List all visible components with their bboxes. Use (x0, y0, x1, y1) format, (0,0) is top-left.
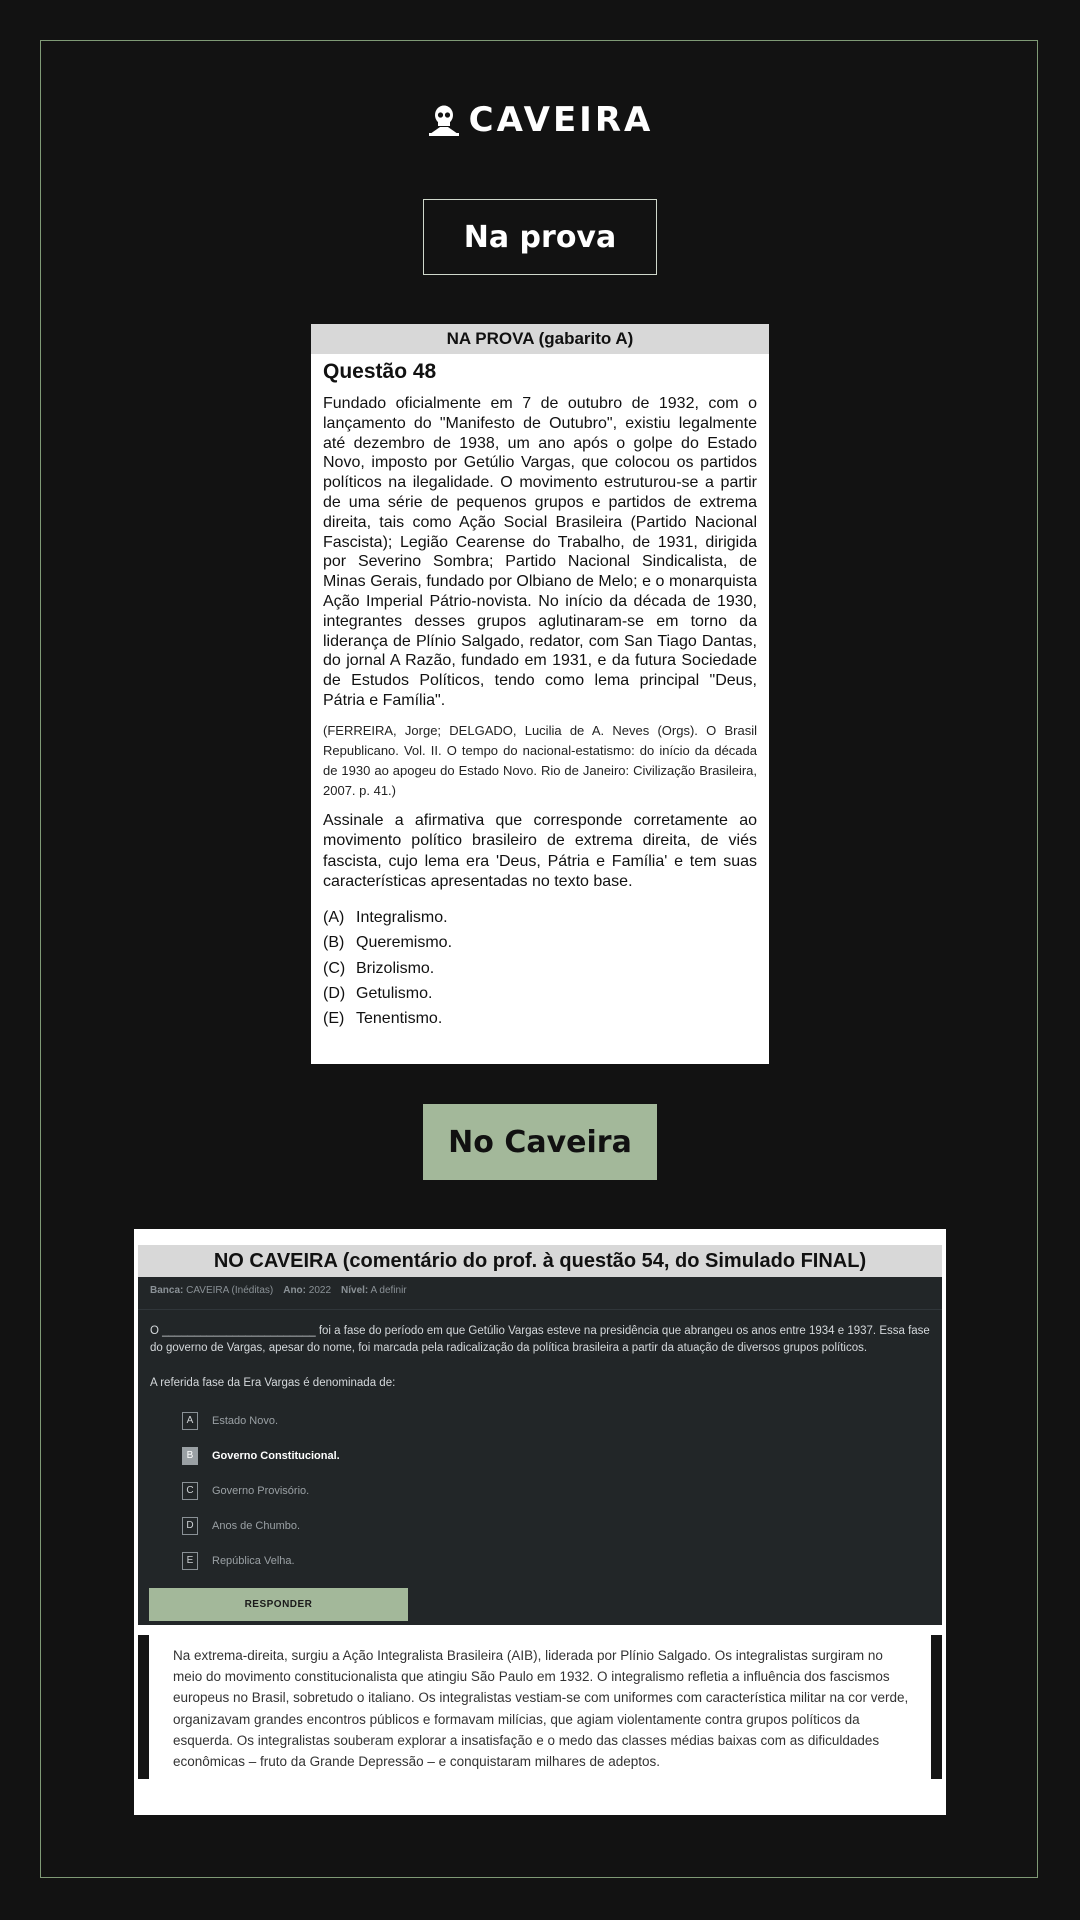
option-text: Governo Constitucional. (212, 1449, 340, 1462)
exam-header: NA PROVA (gabarito A) (311, 324, 769, 354)
option-letter: E (182, 1552, 198, 1570)
exam-option: (D) Getulismo. (323, 984, 433, 1002)
caveira-question-panel (138, 1277, 942, 1625)
na-prova-label: Na prova (423, 199, 657, 275)
exam-option: (A) Integralismo. (323, 908, 448, 926)
answer-option-b[interactable] (182, 1438, 340, 1473)
exam-question-card (311, 324, 769, 1064)
comment-text: Na extrema-direita, surgiu a Ação Integralista Brasileira (AIB), liderada por Plínio Salgado. Os integralistas surgiram no meio do movimento constitucionalista que atingiu São Paulo em 1932. O integralismo refletia a influência dos fascismos europeus no Brasil, sobretudo o italiano. Os integralistas vestiam-se com uniformes com característica militar na cor verde, organizavam grandes encontros públicos e formavam milícias, que agiam violentamente contra grupos políticos da esquerda. Os integralistas souberam explorar a insatisfação e o medo das classes médias baixas com as dificuldades econômicas – fruto da Grande Depressão – e conquistaram milhares de adeptos. (173, 1648, 909, 1770)
answer-option-a[interactable] (182, 1403, 340, 1438)
option-letter: B (182, 1447, 198, 1465)
option-letter: D (182, 1517, 198, 1535)
no-caveira-label: No Caveira (423, 1104, 657, 1180)
responder-button[interactable]: RESPONDER (149, 1588, 408, 1621)
option-letter: A (182, 1412, 198, 1430)
caveira-options (182, 1403, 340, 1578)
option-text: República Velha. (212, 1554, 295, 1567)
caveira-logo (0, 100, 1080, 140)
exam-option: (E) Tenentismo. (323, 1010, 443, 1028)
meta-divider (138, 1309, 942, 1310)
answer-option-d[interactable] (182, 1508, 340, 1543)
option-letter: C (182, 1482, 198, 1500)
option-text: Anos de Chumbo. (212, 1519, 301, 1532)
logo-text: CAVEIRA (468, 100, 654, 140)
caveira-question-card (134, 1229, 946, 1815)
option-text: Governo Provisório. (212, 1484, 310, 1497)
exam-option: (C) Brizolismo. (323, 959, 435, 977)
caveira-ask: A referida fase da Era Vargas é denominada de: (150, 1377, 396, 1389)
professor-comment (138, 1635, 942, 1779)
answer-option-e[interactable] (182, 1543, 340, 1578)
skull-icon (427, 103, 461, 137)
option-text: Estado Novo. (212, 1414, 279, 1427)
caveira-header: NO CAVEIRA (comentário do prof. à questão 54, do Simulado FINAL) (138, 1245, 942, 1277)
exam-question: Assinale a afirmativa que corresponde corretamente ao movimento político brasileiro de extrema direita, de viés fascista, cujo lema era 'Deus, Pátria e Família' e tem suas características apresentadas no texto base. (323, 811, 757, 891)
exam-citation: (FERREIRA, Jorge; DELGADO, Lucilia de A. Neves (Orgs). O Brasil Republicano. Vol. II. O tempo do nacional-estatismo: do início da década de 1930 ao apogeu do Estado Novo. Rio de Janeiro: Civilização Brasileira, 2007. p. 41.) (323, 722, 757, 798)
answer-option-c[interactable] (182, 1473, 340, 1508)
exam-paragraph: Fundado oficialmente em 7 de outubro de 1932, com o lançamento do "Manifesto de Outubro", existiu legalmente até dezembro de 1938, um ano após o golpe do Estado Novo, imposto por Getúlio Vargas, que colocou os partidos políticos na ilegalidade. O movimento estruturou-se a partir de uma série de pequenos grupos e partidos de extrema direita, tais como Ação Social Brasileira (Partido Nacional Fascista); Legião Cearense do Trabalho, de 1931, dirigida por Severino Sombra; Partido Nacional Sindicalista, de Minas Gerais, fundado por Olbiano de Melo; e o monarquista Ação Imperial Pátrio-novista. No início da década de 1930, integrantes desses grupos aglutinaram-se em torno da liderança de Plínio Salgado, redator, com San Tiago Dantas, do jornal A Razão, fundado em 1931, e da futura Sociedade de Estudos Políticos, tendo como lema principal "Deus, Pátria e Família". (323, 395, 757, 709)
question-meta: Banca: CAVEIRA (Inéditas) Ano: 2022 Nível: A definir (150, 1285, 407, 1296)
exam-option: (B) Queremismo. (323, 934, 453, 952)
exam-options (323, 905, 757, 1032)
exam-title: Questão 48 (323, 360, 437, 383)
caveira-statement: O ________________________ foi a fase do período em que Getúlio Vargas esteve na presidência que abrangeu os anos entre 1934 e 1937. Essa fase do governo de Vargas, apesar do nome, foi marcada pela radicalização da política brasileira a partir da atuação de diversos grupos políticos. (150, 1325, 930, 1354)
